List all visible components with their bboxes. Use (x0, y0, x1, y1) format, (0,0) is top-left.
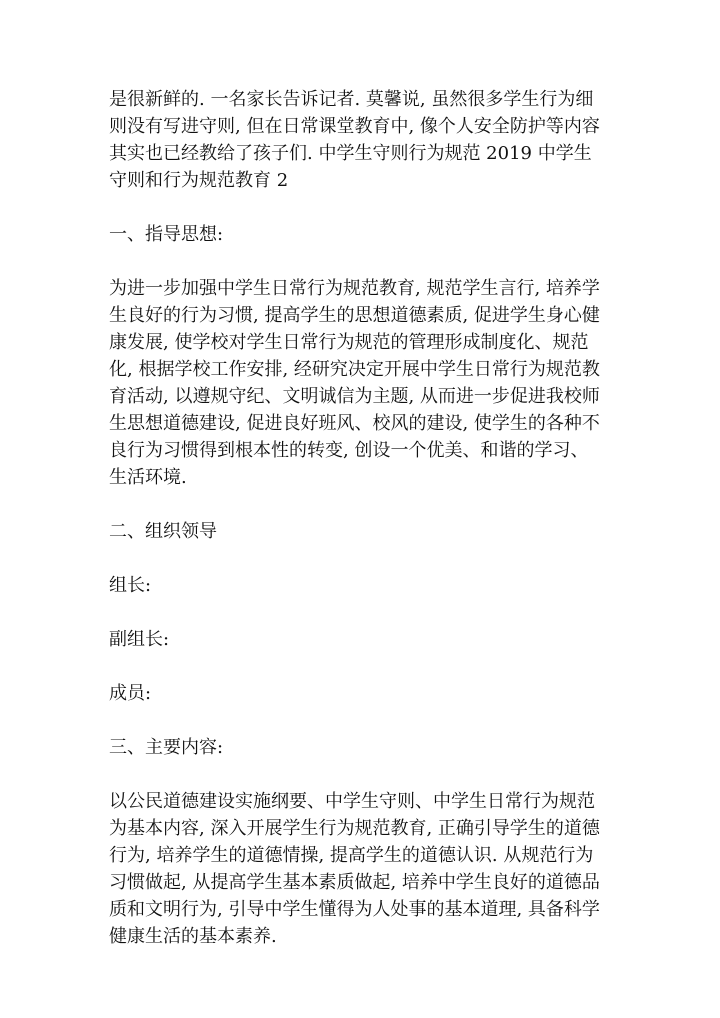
label-members: 成员: (109, 683, 152, 704)
label-deputy-team-leader: 副组长: (109, 629, 170, 650)
document-page (109, 86, 604, 950)
heading-main-content: 三、主要内容: (109, 737, 224, 758)
paragraph-intro: 是很新鲜的. 一名家长告诉记者. 莫馨说, 虽然很多学生行为细则没有写进守则, 但在日常课堂教育中, 像个人安全防护等内容其实也已经教给了孩子们. 中学生守则行为规范 2019 中学生守则和行为规范教育 2 (109, 89, 600, 191)
heading-guiding-ideology: 一、指导思想: (109, 224, 224, 245)
paragraph-guiding-ideology: 为进一步加强中学生日常行为规范教育, 规范学生言行, 培养学生良好的行为习惯, 提高学生的思想道德素质, 促进学生身心健康发展, 使学校对学生日常行为规范的管理形成制度化、规范化, 根据学校工作安排, 经研究决定开展中学生日常行为规范教育活动, 以遵规守纪、文明诚信为主题, 从而进一步促进我校师生思想道德建设, 促进良好班风、校风的建设, 使学生的各种不良行为习惯得到根本性的转变, 创设一个优美、和谐的学习、生活环境. (109, 278, 600, 488)
label-team-leader: 组长: (109, 575, 152, 596)
paragraph-main-content: 以公民道德建设实施纲要、中学生守则、中学生日常行为规范为基本内容, 深入开展学生行为规范教育, 正确引导学生的道德行为, 培养学生的道德情操, 提高学生的道德认识. 从规范行为习惯做起, 从提高学生基本素质做起, 培养中学生良好的道德品质和文明行为, 引导中学生懂得为人处事的基本道理, 具备科学健康生活的基本素养. (109, 791, 600, 947)
heading-organization-leadership: 二、组织领导 (109, 521, 217, 542)
